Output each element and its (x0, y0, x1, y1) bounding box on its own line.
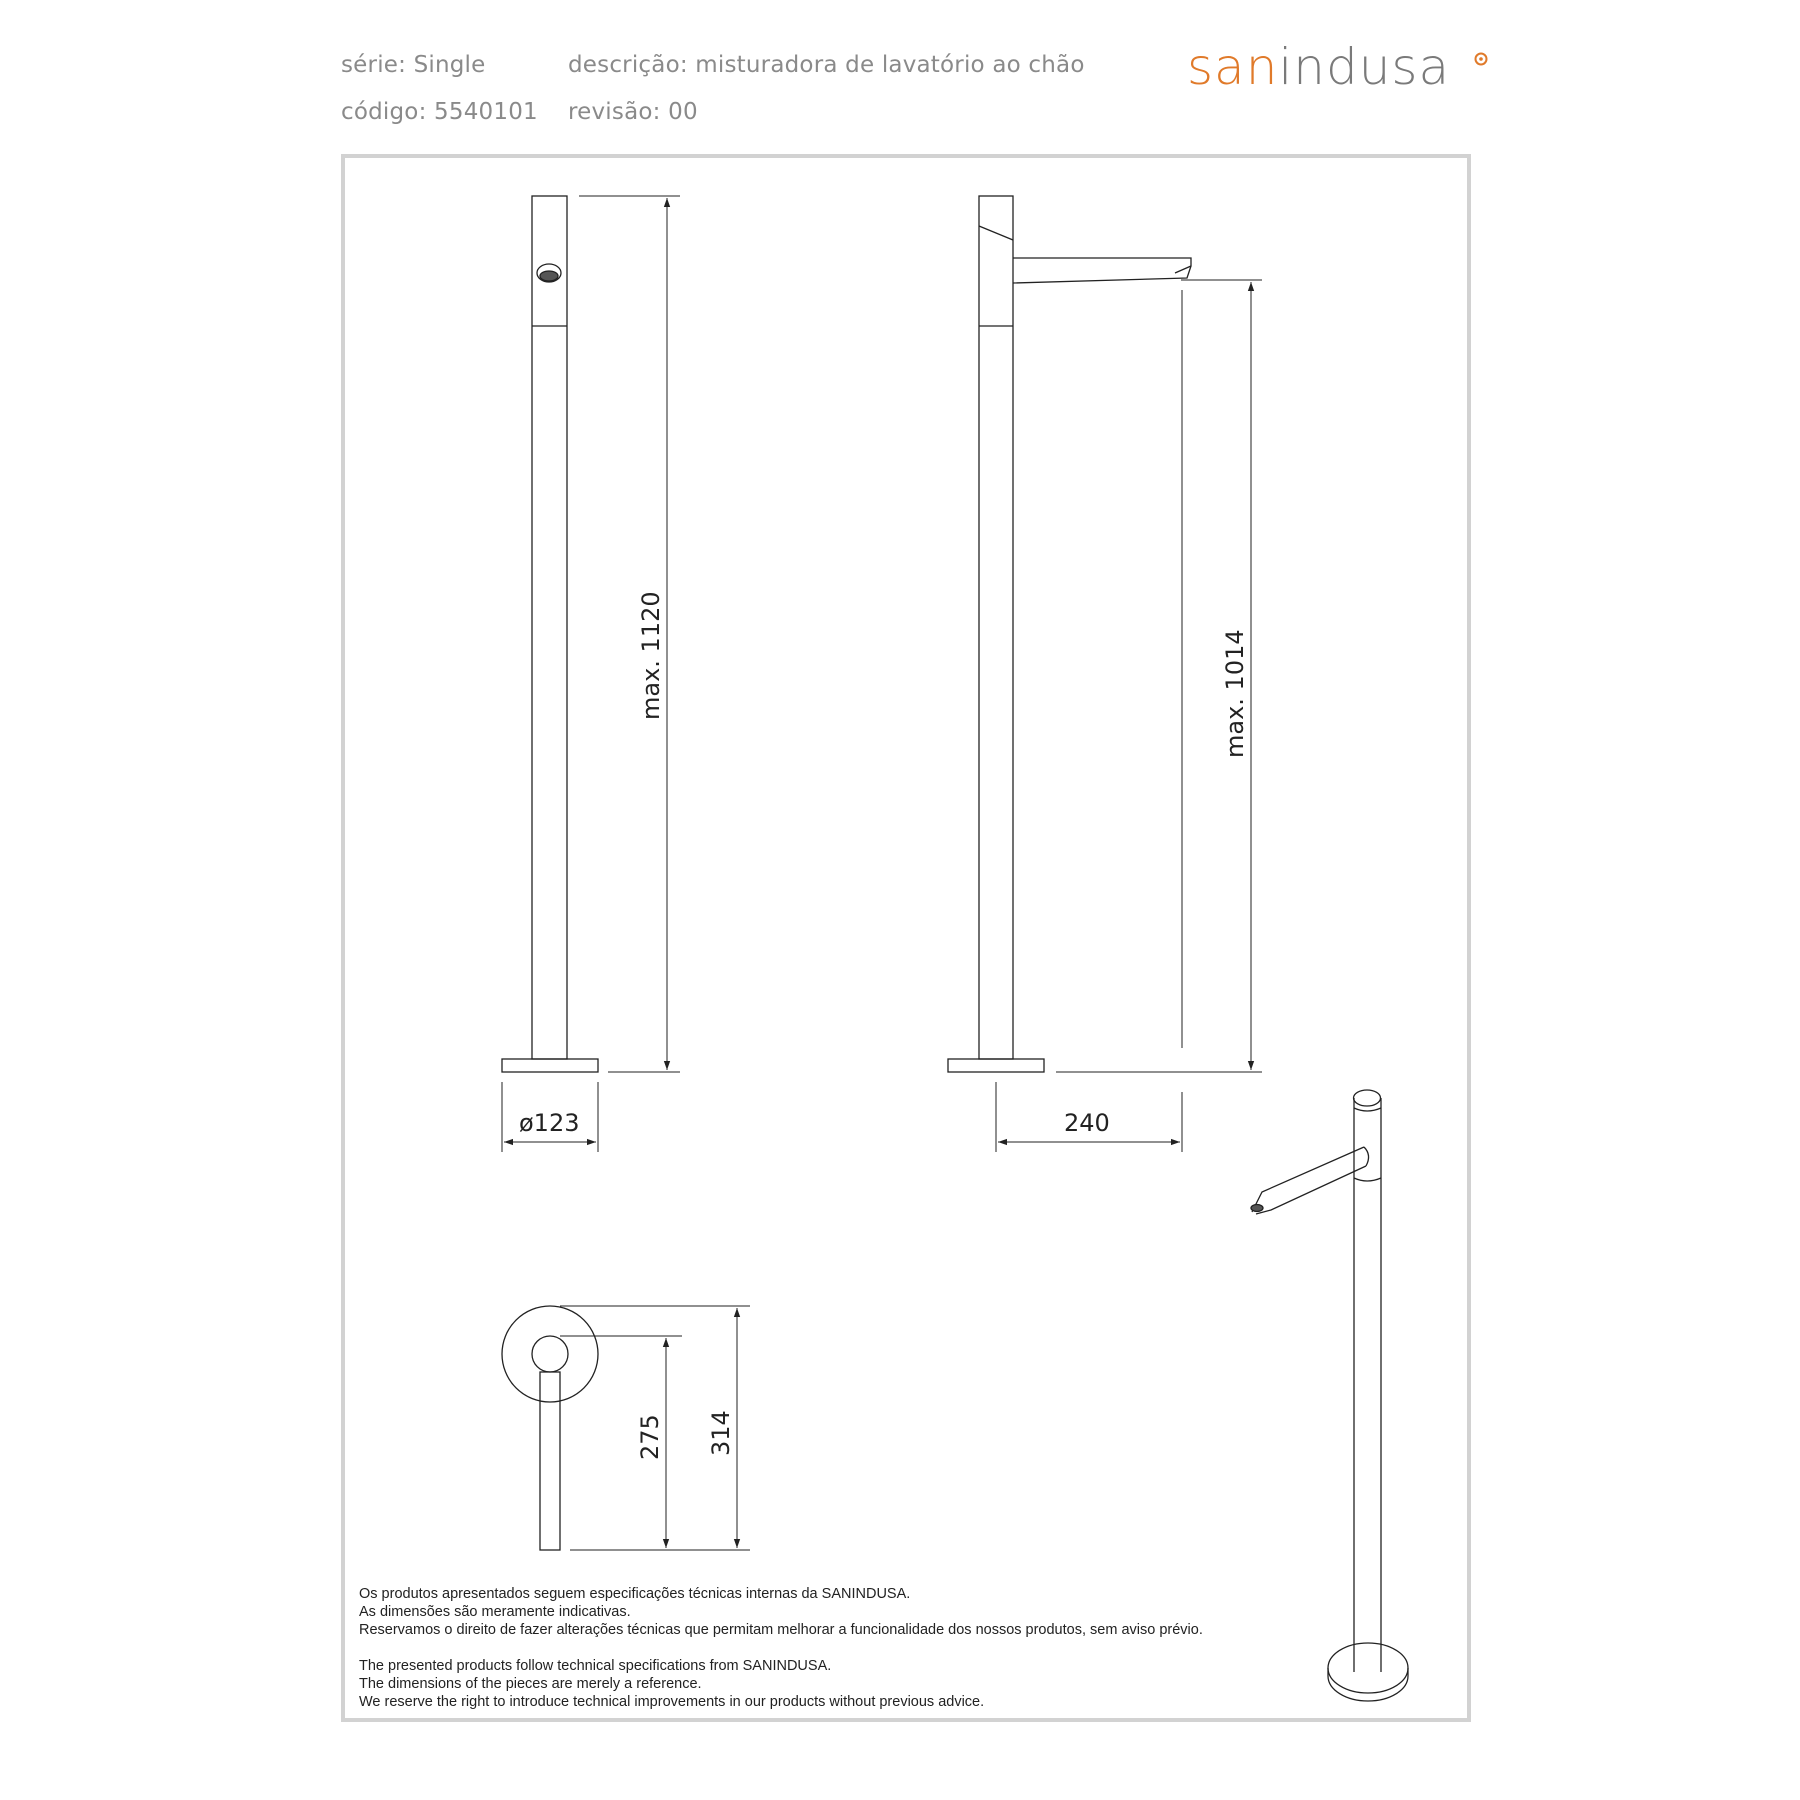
note-en-3: We reserve the right to introduce technical improvements in our products without previous advice. (359, 1694, 985, 1710)
perspective-view-tap (1251, 1090, 1408, 1701)
front-view-tap (502, 196, 598, 1072)
note-pt-1: Os produtos apresentados seguem especificações técnicas internas da SANINDUSA. (359, 1586, 911, 1602)
note-en-1: The presented products follow technical specifications from SANINDUSA. (359, 1658, 832, 1674)
reach-label: 240 (1064, 1109, 1110, 1137)
descricao-label: descrição: misturadora de lavatório ao chão (568, 52, 1085, 78)
side-height-label: max. 1014 (1221, 629, 1249, 758)
revisao-label: revisão: 00 (568, 99, 698, 125)
base-diameter-label: ø123 (519, 1109, 580, 1137)
codigo-label: código: 5540101 (341, 99, 538, 125)
note-pt-2: As dimensões são meramente indicativas. (359, 1604, 631, 1620)
side-view-tap (948, 196, 1191, 1072)
top-view-tap (502, 1306, 598, 1550)
top-outer-label: 314 (707, 1410, 735, 1456)
note-en-2: The dimensions of the pieces are merely a reference. (359, 1676, 702, 1692)
serie-label: série: Single (341, 52, 486, 78)
sanindusa-logo: sanindusa (1187, 38, 1451, 96)
top-inner-label: 275 (636, 1414, 664, 1460)
disclaimer-notes (359, 1585, 1203, 1711)
note-pt-3: Reservamos o direito de fazer alterações técnicas que permitam melhorar a funcionalidade dos nossos produtos, sem aviso prévio. (359, 1622, 1203, 1638)
front-height-label: max. 1120 (637, 591, 665, 720)
